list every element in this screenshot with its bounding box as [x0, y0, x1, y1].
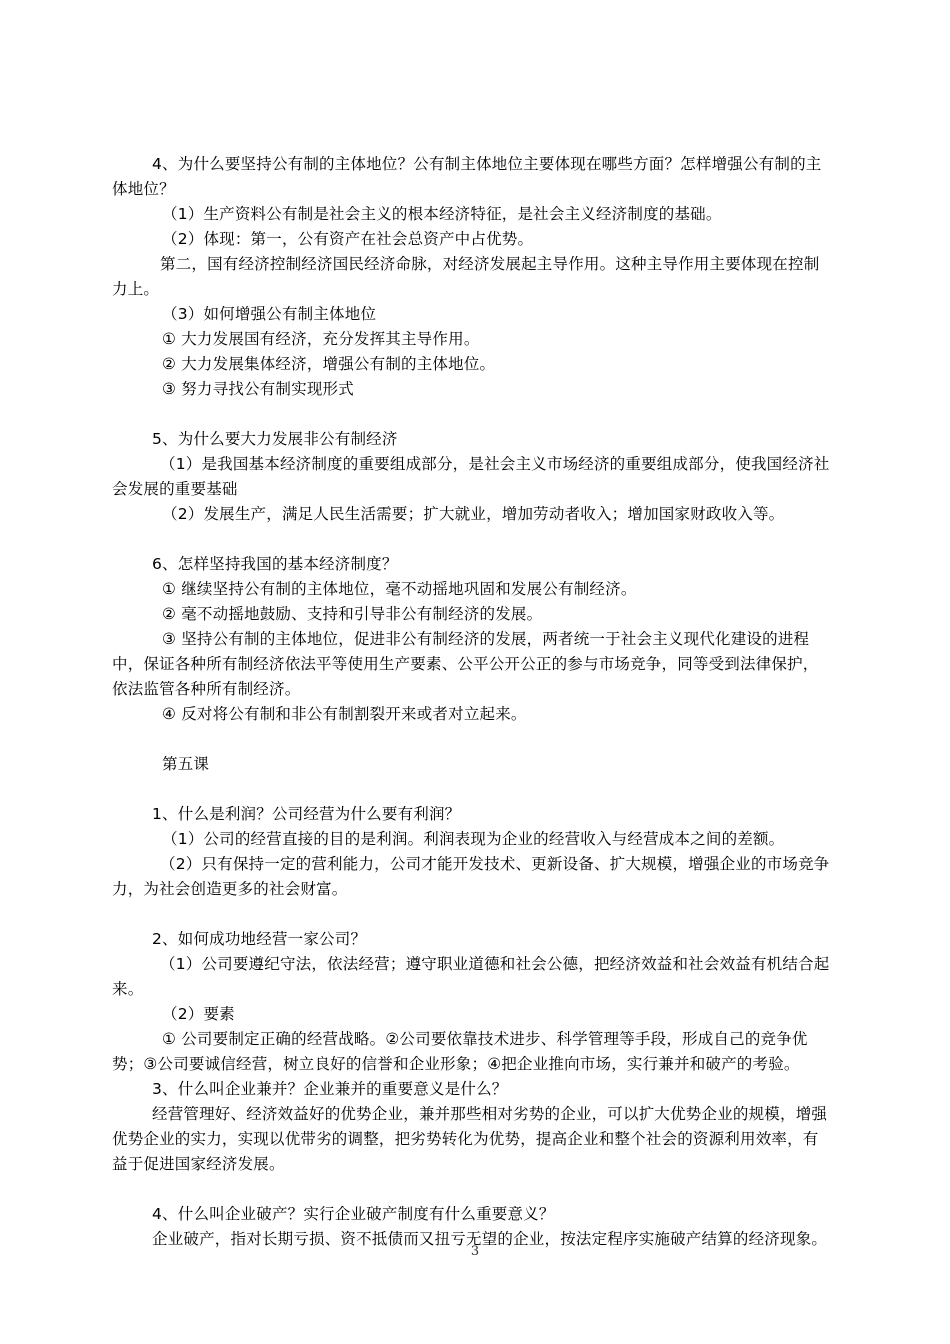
spacer	[112, 402, 832, 427]
lesson5-question-3-heading: 3、什么叫企业兼并？企业兼并的重要意义是什么？	[152, 1080, 508, 1098]
paragraph: （2）只有保持一定的营利能力，公司才能开发技术、更新设备、扩大规模，增强企业的市场竞争力，为社会创造更多的社会财富。	[112, 855, 830, 898]
lesson5-question-4-heading: 4、什么叫企业破产？实行企业破产制度有什么重要意义？	[152, 1205, 555, 1223]
paragraph: （1）公司的经营直接的目的是利润。利润表现为企业的经营收入与经营成本之间的差额。	[162, 830, 785, 848]
paragraph: （2）发展生产，满足人民生活需要；扩大就业，增加劳动者收入；增加国家财政收入等。	[162, 505, 785, 523]
spacer	[112, 902, 832, 927]
question-5-heading: 5、为什么要大力发展非公有制经济	[152, 430, 398, 448]
list-item: ① 公司要制定正确的经营战略。②公司要依靠技术进步、科学管理等手段，形成自己的竞争优势；③公司要诚信经营，树立良好的信誉和企业形象；④把企业推向市场，实行兼并和破产的考验。	[112, 1030, 808, 1073]
paragraph: 经营管理好、经济效益好的优势企业，兼并那些相对劣势的企业，可以扩大优势企业的规模，增强优势企业的实力，实现以优带劣的调整，把劣势转化为优势，提高企业和整个社会的资源利用效率，有益于促进国家经济发展。	[112, 1105, 828, 1173]
list-item: ③ 努力寻找公有制实现形式	[162, 380, 354, 398]
lesson5-question-1-heading: 1、什么是利润？公司经营为什么要有利润？	[152, 805, 461, 823]
spacer	[112, 777, 832, 802]
list-item: ③ 坚持公有制的主体地位，促进非公有制经济的发展，两者统一于社会主义现代化建设的进程中，保证各种所有制经济依法平等使用生产要素、公平公开公正的参与市场竞争，同等受到法律保护，依法监管各种所有制经济。	[112, 630, 819, 698]
paragraph: （1）是我国基本经济制度的重要组成部分，是社会主义市场经济的重要组成部分，使我国经济社会发展的重要基础	[112, 455, 830, 498]
paragraph: （3）如何增强公有制主体地位	[162, 305, 377, 323]
list-item: ② 大力发展集体经济，增强公有制的主体地位。	[162, 355, 496, 373]
paragraph: （2）体现：第一，公有资产在社会总资产中占优势。	[162, 230, 534, 248]
list-item: ① 大力发展国有经济，充分发挥其主导作用。	[162, 330, 480, 348]
question-4-heading: 4、为什么要坚持公有制的主体地位？公有制主体地位主要体现在哪些方面？怎样增强公有制的主体地位？	[112, 155, 822, 198]
spacer	[112, 1177, 832, 1202]
paragraph: 第二，国有经济控制经济国民经济命脉，对经济发展起主导作用。这种主导作用主要体现在控制力上。	[112, 255, 820, 298]
spacer	[112, 727, 832, 752]
question-6-heading: 6、怎样坚持我国的基本经济制度？	[152, 555, 398, 573]
paragraph: （1）公司要遵纪守法，依法经营；遵守职业道德和社会公德，把经济效益和社会效益有机结合起来。	[112, 955, 830, 998]
list-item: ① 继续坚持公有制的主体地位，毫不动摇地巩固和发展公有制经济。	[162, 580, 637, 598]
lesson-heading: 第五课	[162, 755, 210, 773]
spacer	[112, 527, 832, 552]
paragraph: 企业破产，指对长期亏损、资不抵债而又扭亏无望的企业，按法定程序实施破产结算的经济现象。	[152, 1230, 828, 1248]
page-number: 3	[470, 1244, 480, 1259]
paragraph: （2）要素	[162, 1005, 235, 1023]
list-item: ④ 反对将公有制和非公有制割裂开来或者对立起来。	[162, 705, 527, 723]
list-item: ② 毫不动摇地鼓励、支持和引导非公有制经济的发展。	[162, 605, 543, 623]
document-body	[112, 152, 832, 1252]
lesson5-question-2-heading: 2、如何成功地经营一家公司？	[152, 930, 367, 948]
paragraph: （1）生产资料公有制是社会主义的根本经济特征，是社会主义经济制度的基础。	[162, 205, 722, 223]
